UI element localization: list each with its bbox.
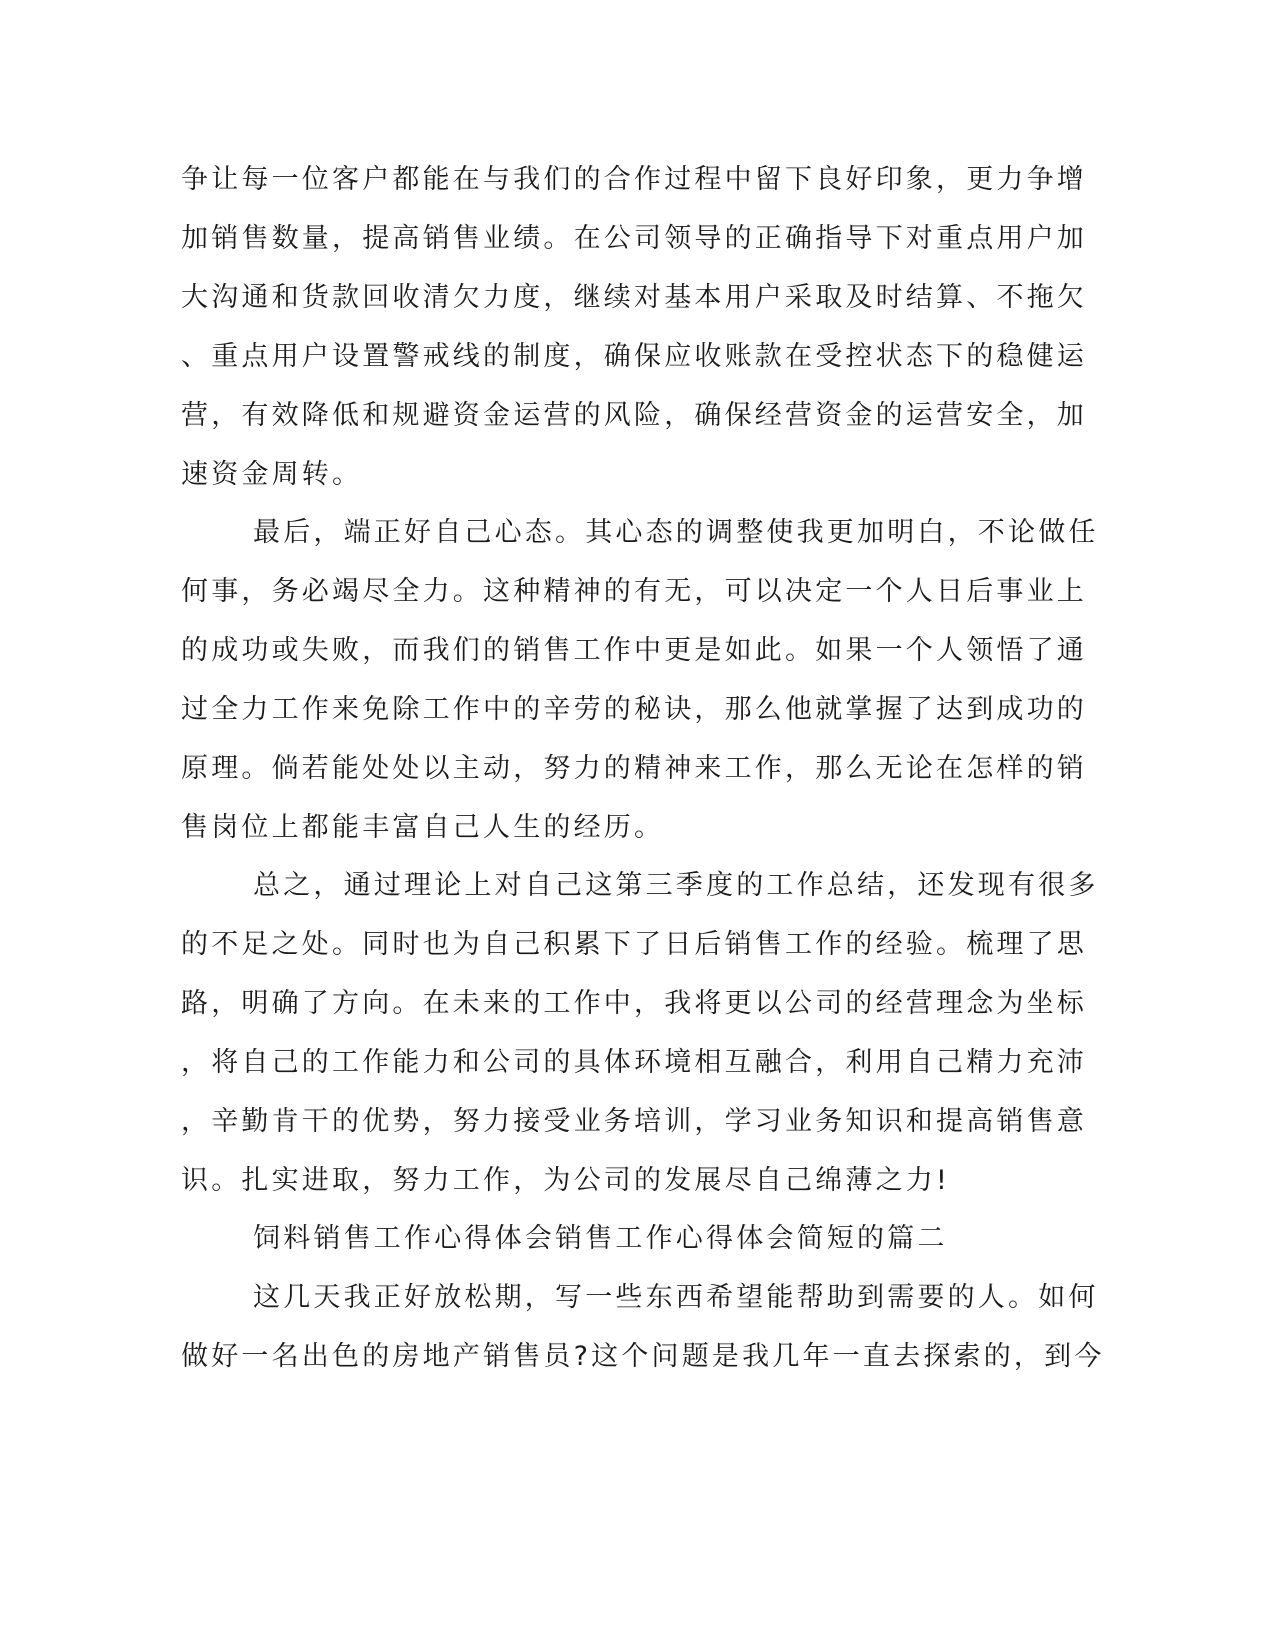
text-line: 路，明确了方向。在未来的工作中，我将更以公司的经营理念为坐标 (181, 988, 1087, 1019)
text-line: 速资金周转。 (181, 459, 363, 490)
text-line: 加销售数量，提高销售业绩。在公司领导的正确指导下对重点用户加 (181, 223, 1087, 254)
text-line: 、重点用户设置警戒线的制度，确保应收账款在受控状态下的稳健运 (181, 341, 1087, 372)
text-line: 争让每一位客户都能在与我们的合作过程中留下良好印象，更力争增 (181, 164, 1087, 195)
paragraph-first-line: 最后，端正好自己心态。其心态的调整使我更加明白，不论做任 (253, 517, 1099, 548)
section-heading: 饲料销售工作心得体会销售工作心得体会简短的篇二 (253, 1223, 948, 1254)
text-line: 的不足之处。同时也为自己积累下了日后销售工作的经验。梳理了思 (181, 929, 1087, 960)
text-line: 售岗位上都能丰富自己人生的经历。 (181, 812, 665, 843)
text-line: 过全力工作来免除工作中的辛劳的秘诀，那么他就掌握了达到成功的 (181, 694, 1087, 725)
text-line: ，将自己的工作能力和公司的具体环境相互融合，利用自己精力充沛 (181, 1047, 1087, 1078)
text-line: 做好一名出色的房地产销售员?这个问题是我几年一直去探索的，到今 (181, 1341, 1105, 1372)
paragraph-first-line: 这几天我正好放松期，写一些东西希望能帮助到需要的人。如何 (253, 1282, 1099, 1313)
paragraph-first-line: 总之，通过理论上对自己这第三季度的工作总结，还发现有很多 (253, 870, 1099, 901)
text-line: 的成功或失败，而我们的销售工作中更是如此。如果一个人领悟了通 (181, 635, 1087, 666)
text-line: 原理。倘若能处处以主动，努力的精神来工作，那么无论在怎样的销 (181, 753, 1087, 784)
text-line: 大沟通和货款回收清欠力度，继续对基本用户采取及时结算、不拖欠 (181, 282, 1087, 313)
text-line: 营，有效降低和规避资金运营的风险，确保经营资金的运营安全，加 (181, 400, 1087, 431)
text-line: ，辛勤肯干的优势，努力接受业务培训，学习业务知识和提高销售意 (181, 1106, 1087, 1137)
text-line: 何事，务必竭尽全力。这种精神的有无，可以决定一个人日后事业上 (181, 576, 1087, 607)
text-line: 识。扎实进取，努力工作，为公司的发展尽自己绵薄之力! (181, 1165, 951, 1196)
